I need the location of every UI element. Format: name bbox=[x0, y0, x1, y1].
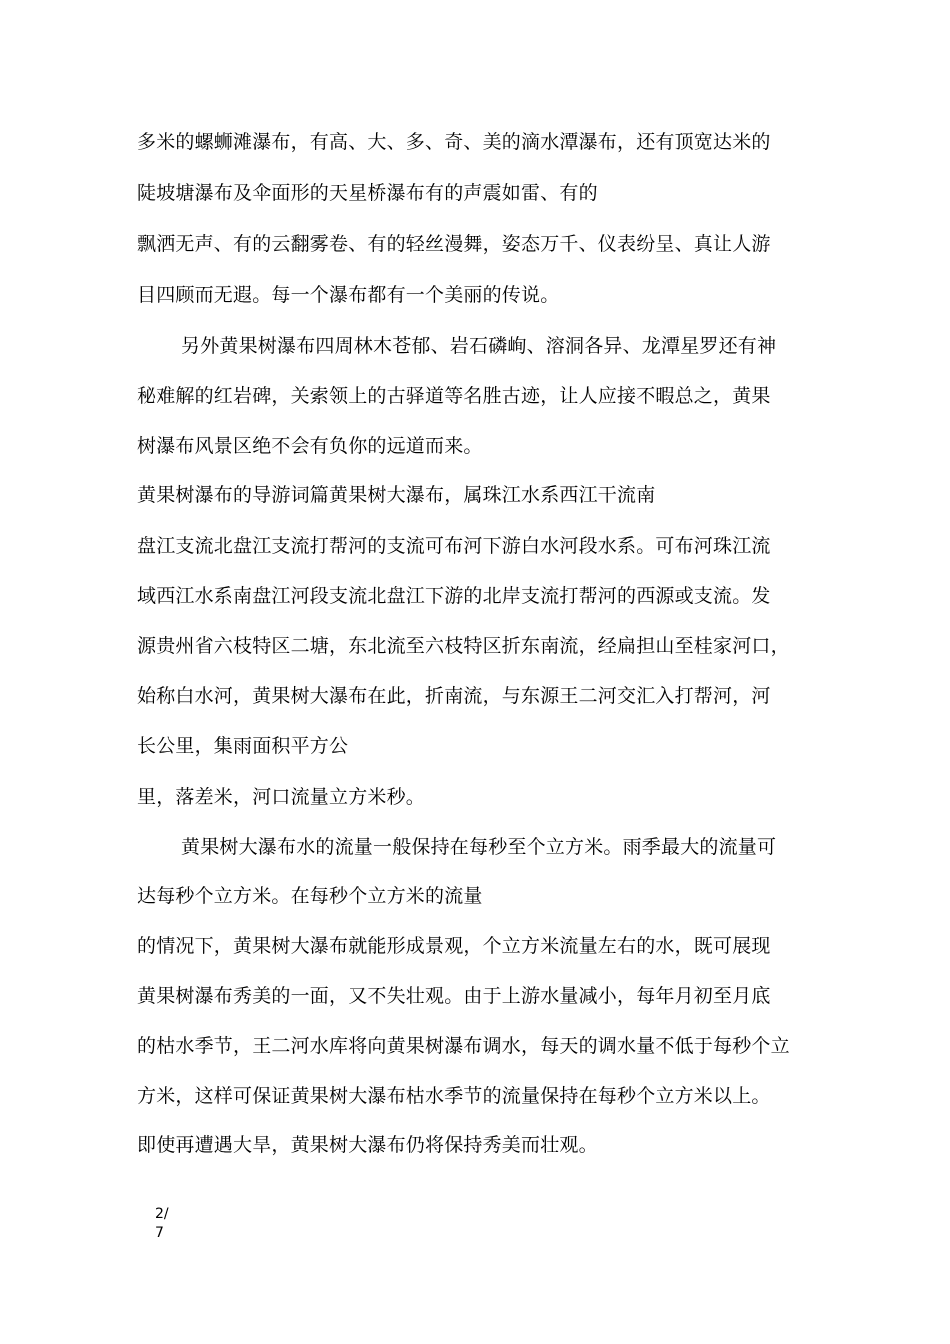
text-line: 秘难解的红岩碑，关索领上的古驿道等名胜古迹，让人应接不暇总之，黄果 bbox=[137, 385, 771, 407]
text-line: 黄果树瀑布秀美的一面，又不失壮观。由于上游水量减小，每年月初至月底 bbox=[137, 985, 771, 1007]
text-line: 始称白水河，黄果树大瀑布在此，折南流，与东源王二河交汇入打帮河，河 bbox=[137, 685, 771, 707]
text-line: 飘洒无声、有的云翻雾卷、有的轻丝漫舞，姿态万千、仪表纷呈、真让人游 bbox=[137, 233, 771, 255]
text-line: 即使再遭遇大旱，黄果树大瀑布仍将保持秀美而壮观。 bbox=[137, 1134, 598, 1156]
text-line: 长公里，集雨面积平方公 bbox=[137, 735, 349, 757]
text-line: 达每秒个立方米。在每秒个立方米的流量 bbox=[137, 885, 483, 907]
text-line: 源贵州省六枝特区二塘，东北流至六枝特区折东南流，经扁担山至桂家河口， bbox=[137, 635, 790, 657]
text-line: 陡坡塘瀑布及伞面形的天星桥瀑布有的声震如雷、有的 bbox=[137, 182, 598, 204]
page-number: 2/7 bbox=[155, 1206, 169, 1241]
text-line: 目四顾而无遐。每一个瀑布都有一个美丽的传说。 bbox=[137, 284, 560, 306]
text-line: 域西江水系南盘江河段支流北盘江下游的北岸支流打帮河的西源或支流。发 bbox=[137, 585, 771, 607]
text-line: 的枯水季节，王二河水库将向黄果树瀑布调水，每天的调水量不低于每秒个立 bbox=[137, 1035, 790, 1057]
paragraph-start-line: 黄果树大瀑布水的流量一般保持在每秒至个立方米。雨季最大的流量可 bbox=[181, 836, 777, 858]
text-line: 里，落差米，河口流量立方米秒。 bbox=[137, 786, 426, 808]
paragraph-start-line: 另外黄果树瀑布四周林木苍郁、岩石磷峋、溶洞各异、龙潭星罗还有神 bbox=[181, 335, 777, 357]
text-line: 的情况下，黄果树大瀑布就能形成景观，个立方米流量左右的水，既可展现 bbox=[137, 935, 771, 957]
text-line: 树瀑布风景区绝不会有负你的远道而来。 bbox=[137, 435, 483, 457]
section-heading-line: 黄果树瀑布的导游词篇黄果树大瀑布，属珠江水系西江干流南 bbox=[137, 484, 656, 506]
text-line: 多米的螺蛳滩瀑布，有高、大、多、奇、美的滴水潭瀑布，还有顶宽达米的 bbox=[137, 131, 771, 153]
text-line: 方米，这样可保证黄果树大瀑布枯水季节的流量保持在每秒个立方米以上。 bbox=[137, 1085, 771, 1107]
text-line: 盘江支流北盘江支流打帮河的支流可布河下游白水河段水系。可布河珠江流 bbox=[137, 535, 771, 557]
